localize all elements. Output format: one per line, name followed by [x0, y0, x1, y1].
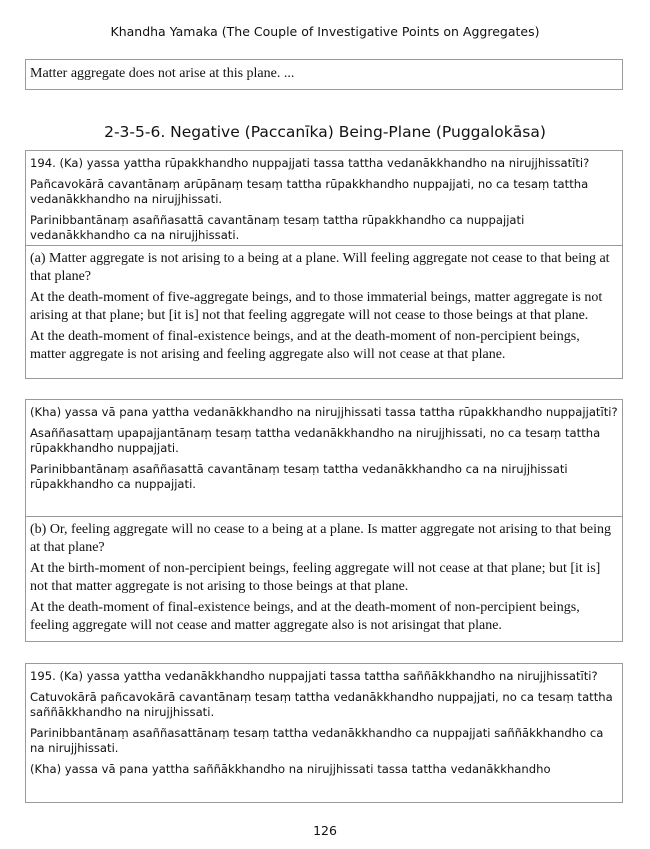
pali-section — [26, 151, 622, 245]
pali-paragraph: (Kha) yassa vā pana yattha saññākkhandho na nirujjhissati tassa tattha vedanākkhandho — [30, 762, 551, 776]
pali-paragraph: Asaññasattaṃ upapajjantānaṃ tesaṃ tattha vedanākkhandho na nirujjhissati, no ca tesaṃ tattha rūpakkhandho nuppajjati. — [30, 426, 601, 455]
english-paragraph: At the birth-moment of non-percipient beings, feeling aggregate will not cease at that plane; but [it is] not that matter aggregate is not arising to those beings at that plane. — [30, 561, 601, 594]
english-section — [26, 246, 622, 364]
section-heading: 2-3-5-6. Negative (Paccanīka) Being-Plane (Puggalokāsa) — [104, 123, 546, 141]
pali-paragraph: Parinibbantānaṃ asaññasattānaṃ tesaṃ tattha vedanākkhandho ca nuppajjati saññākkhandho ca na nirujjhissati. — [30, 726, 604, 755]
english-paragraph: At the death-moment of five-aggregate beings, and to those immaterial beings, matter aggregate is not arising at that plane; but [it is] not that feeling aggregate will not cease to those beings at that plane. — [30, 290, 603, 323]
page-number: 126 — [313, 823, 337, 838]
block-194-kha — [25, 399, 623, 642]
pali-paragraph: 194. (Ka) yassa yattha rūpakkhandho nuppajjati tassa tattha vedanākkhandho na nirujjhissatīti? — [30, 156, 590, 170]
pali-paragraph: Parinibbantānaṃ asaññasattā cavantānaṃ tesaṃ tattha rūpakkhandho ca nuppajjati vedanākkhandho ca na nirujjhissati. — [30, 213, 525, 242]
top-text-box — [25, 59, 623, 90]
top-box-text: Matter aggregate does not arise at this plane. ... — [30, 66, 295, 81]
block-194-ka — [25, 150, 623, 379]
pali-paragraph: Catuvokārā pañcavokārā cavantānaṃ tesaṃ tattha vedanākkhandho nuppajjati, no ca tesaṃ tattha saññākkhandho na nirujjhissati. — [30, 690, 613, 719]
english-paragraph: At the death-moment of final-existence beings, and at the death-moment of non-percipient beings, feeling aggregate will not cease and matter aggregate also is not arisingat that plane. — [30, 600, 580, 633]
pali-paragraph: Parinibbantānaṃ asaññasattā cavantānaṃ tesaṃ tattha vedanākkhandho ca na nirujjhissati rūpakkhandho ca nuppajjati. — [30, 462, 568, 491]
english-paragraph: (a) Matter aggregate is not arising to a being at a plane. Will feeling aggregate not cease to that being at that plane? — [30, 251, 610, 284]
pali-paragraph: Pañcavokārā cavantānaṃ arūpānaṃ tesaṃ tattha rūpakkhandho nuppajjati, no ca tesaṃ tattha vedanākkhandho na nirujjhissati. — [30, 177, 589, 206]
pali-paragraph: (Kha) yassa vā pana yattha vedanākkhandho na nirujjhissati tassa tattha rūpakkhandho nuppajjatīti? — [30, 405, 618, 419]
pali-section — [26, 400, 622, 516]
english-paragraph: At the death-moment of final-existence beings, and at the death-moment of non-percipient beings, matter aggregate is not arising and feeling aggregate also will not cease at that plane. — [30, 329, 580, 362]
page-header: Khandha Yamaka (The Couple of Investigative Points on Aggregates) — [110, 24, 540, 39]
english-paragraph: (b) Or, feeling aggregate will no cease to a being at a plane. Is matter aggregate not arising to that being at that plane? — [30, 522, 611, 555]
pali-section — [26, 664, 622, 777]
block-195-ka — [25, 663, 623, 803]
english-section — [26, 517, 622, 635]
pali-paragraph: 195. (Ka) yassa yattha vedanākkhandho nuppajjati tassa tattha saññākkhandho na nirujjhissatīti? — [30, 669, 598, 683]
